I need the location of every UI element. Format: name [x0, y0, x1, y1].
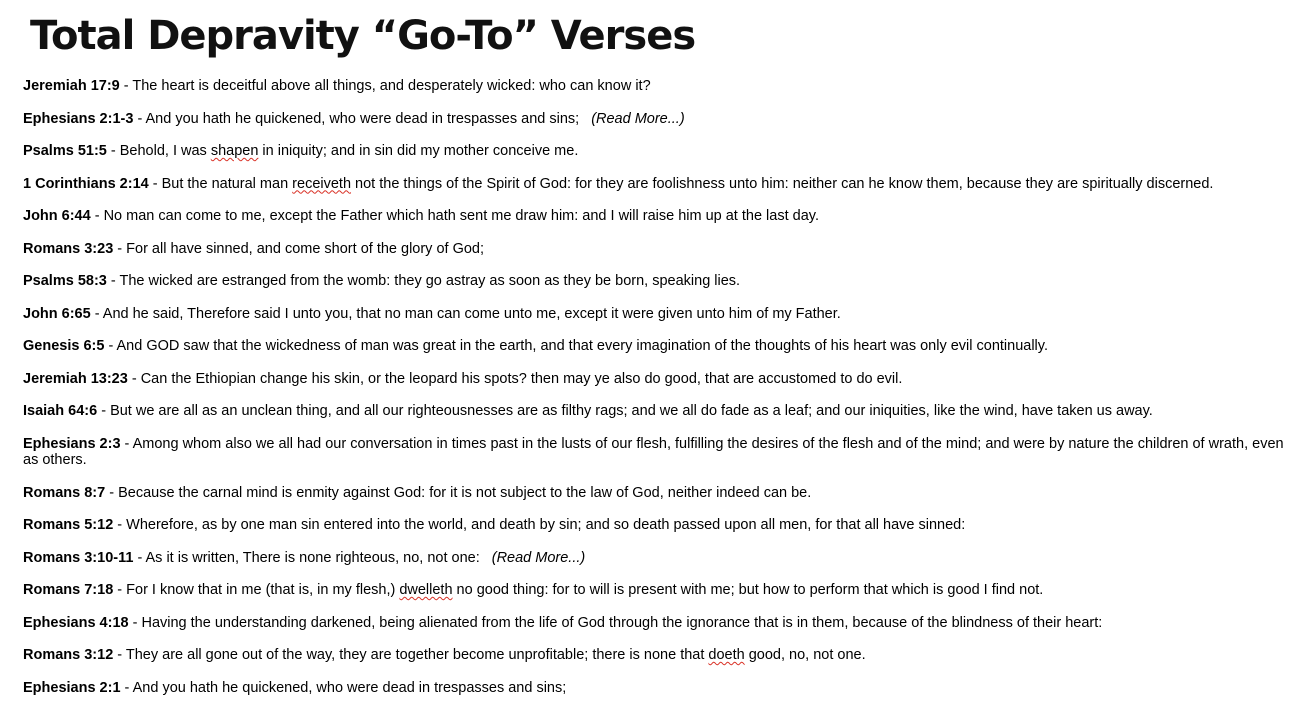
verse-item: Romans 3:10-11 - As it is written, There is none righteous, no, not one: (Read More...): [23, 549, 586, 566]
verse-reference: Ephesians 4:18: [23, 614, 129, 631]
verse-item: Romans 3:23 - For all have sinned, and come short of the glory of God;: [23, 240, 485, 257]
spellcheck-word[interactable]: shapen: [210, 143, 259, 159]
verse-item: Isaiah 64:6 - But we are all as an unclean thing, and all our righteousnesses are as filthy rags; and we all do fade as a leaf; and our iniquities, like the wind, have taken us away.: [23, 403, 1153, 419]
verse-reference: Romans 7:18: [23, 582, 114, 598]
verse-text-part: Behold, I was: [119, 143, 211, 159]
verse-text: Wherefore, as by one man sin entered into the world, and death by sin; and so death passed upon all men, for that all have sinned:: [126, 517, 966, 533]
verse-item: Jeremiah 13:23 - Can the Ethiopian change his skin, or the leopard his spots? then may ye also do good, that are accustomed to do evil.: [23, 370, 903, 387]
verse-item: Romans 7:18 - For I know that in me (that is, in my flesh,) dwelleth no good thing: for to will is present with me; but how to perform that which is good I find not.: [23, 582, 1044, 598]
verse-text-part: no good thing: for to will is present with me; but how to perform that which is good I find not.: [452, 582, 1044, 598]
verse-item: Psalms 58:3 - The wicked are estranged from the womb: they go astray as soon as they be born, speaking lies.: [23, 273, 741, 289]
spellcheck-word[interactable]: doeth: [708, 647, 745, 663]
verse-text-part: not the things of the Spirit of God: for they are foolishness unto him: neither can he know them, because they are spiritually discerned.: [351, 175, 1214, 192]
verse-text: The heart is deceitful above all things, and desperately wicked: who can know it?: [132, 78, 651, 94]
verse-item: Genesis 6:5 - And GOD saw that the wickedness of man was great in the earth, and that every imagination of the thoughts of his heart was only evil continually.: [23, 338, 1048, 354]
verse-reference: Romans 3:12: [23, 647, 114, 663]
verse-text: As it is written, There is none righteous, no, not one:: [145, 549, 480, 566]
verse-text: Can the Ethiopian change his skin, or the leopard his spots? then may ye also do good, that are accustomed to do evil.: [140, 370, 903, 387]
spellcheck-word[interactable]: dwelleth: [399, 582, 453, 598]
verse-reference: Psalms 58:3: [23, 273, 107, 289]
verse-reference: Ephesians 2:3: [23, 435, 121, 452]
verse-text-part: in iniquity; and in sin did my mother conceive me.: [258, 143, 579, 159]
verse-item: Jeremiah 17:9 - The heart is deceitful above all things, and desperately wicked: who can know it?: [23, 78, 651, 94]
verse-reference: John 6:44: [23, 208, 91, 224]
verse-reference: Romans 3:23: [23, 240, 114, 257]
verse-text-part: For I know that in me (that is, in my flesh,): [126, 582, 400, 598]
verse-text: And he said, Therefore said I unto you, that no man can come unto me, except it were given unto him of my Father.: [102, 305, 841, 322]
verse-reference: Ephesians 2:1-3: [23, 110, 134, 127]
verse-reference: Jeremiah 17:9: [23, 78, 120, 94]
verse-text-part: They are all gone out of the way, they are together become unprofitable; there is none that: [125, 647, 709, 663]
verse-reference: Romans 5:12: [23, 517, 114, 533]
verse-item: Romans 5:12 - Wherefore, as by one man sin entered into the world, and death by sin; and so death passed upon all men, for that all have sinned:: [23, 517, 966, 533]
verse-text: And you hath he quickened, who were dead in trespasses and sins;: [145, 110, 580, 127]
verse-item: Ephesians 2:1-3 - And you hath he quickened, who were dead in trespasses and sins; (Read More...): [23, 110, 685, 127]
verse-item: John 6:44 - No man can come to me, except the Father which hath sent me draw him: and I will raise him up at the last day.: [23, 208, 819, 224]
verse-item: Romans 8:7 - Because the carnal mind is enmity against God: for it is not subject to the law of God, neither indeed can be.: [23, 484, 812, 501]
verse-text: [126, 582, 1043, 598]
verse-text: For all have sinned, and come short of the glory of God;: [126, 240, 485, 257]
verse-text: [120, 143, 579, 159]
page-title: Total Depravity “Go-To” Verses: [30, 13, 696, 59]
verse-reference: Genesis 6:5: [23, 338, 105, 354]
verse-text: [162, 176, 1214, 192]
verse-reference: John 6:65: [23, 305, 91, 322]
verse-reference: Ephesians 2:1: [23, 679, 121, 696]
verse-reference: Psalms 51:5: [23, 143, 107, 159]
verse-text: [126, 647, 866, 663]
verse-text-part: But the natural man: [161, 175, 293, 192]
verse-reference: Romans 8:7: [23, 484, 106, 501]
read-more-link[interactable]: (Read More...): [491, 549, 586, 566]
verse-item: Ephesians 4:18 - Having the understanding darkened, being alienated from the life of God through the ignorance that is in them, because of the blindness of their heart:: [23, 614, 1103, 631]
verse-item: John 6:65 - And he said, Therefore said I unto you, that no man can come unto me, except it were given unto him of my Father.: [23, 305, 841, 322]
verse-text: No man can come to me, except the Father which hath sent me draw him: and I will raise him up at the last day.: [103, 208, 819, 224]
verse-reference: 1 Corinthians 2:14: [23, 175, 149, 192]
verse-text: Having the understanding darkened, being alienated from the life of God through the ignorance that is in them, because of the blindness of their heart:: [141, 614, 1103, 631]
verse-item: Ephesians 2:1 - And you hath he quickened, who were dead in trespasses and sins;: [23, 679, 567, 696]
verse-reference: Romans 3:10-11: [23, 549, 134, 566]
verse-text: Because the carnal mind is enmity against God: for it is not subject to the law of God, neither indeed can be.: [118, 484, 812, 501]
read-more-link[interactable]: (Read More...): [591, 110, 685, 127]
spellcheck-word[interactable]: receiveth: [292, 175, 352, 192]
verse-text-part: good, no, not one.: [744, 647, 866, 663]
verse-text: And GOD saw that the wickedness of man was great in the earth, and that every imagination of the thoughts of his heart was only evil continually.: [116, 338, 1048, 354]
verse-item: Romans 3:12 - They are all gone out of the way, they are together become unprofitable; there is none that doeth good, no, not one.: [23, 647, 866, 663]
verse-text: And you hath he quickened, who were dead in trespasses and sins;: [132, 679, 567, 696]
verse-item: Psalms 51:5 - Behold, I was shapen in iniquity; and in sin did my mother conceive me.: [23, 143, 579, 159]
verse-text: Among whom also we all had our conversation in times past in the lusts of our flesh, fulfilling the desires of the flesh and of the mind; and were by nature the children of wrath, even as others.: [23, 435, 1284, 468]
verse-text: But we are all as an unclean thing, and all our righteousnesses are as filthy rags; and we all do fade as a leaf; and our iniquities, like the wind, have taken us away.: [110, 403, 1153, 419]
verse-text: The wicked are estranged from the womb: they go astray as soon as they be born, speaking lies.: [119, 273, 741, 289]
verse-item: 1 Corinthians 2:14 - But the natural man receiveth not the things of the Spirit of God: for they are foolishness unto him: neither can he know them, because they are spiritually discerned.: [23, 175, 1214, 192]
verse-list: [23, 78, 1288, 712]
verse-reference: Isaiah 64:6: [23, 403, 98, 419]
verse-item: Ephesians 2:3 - Among whom also we all had our conversation in times past in the lusts of our flesh, fulfilling the desires of the flesh and of the mind; and were by nature the children of wrath, even as others.: [23, 435, 1284, 468]
verse-reference: Jeremiah 13:23: [23, 370, 128, 387]
